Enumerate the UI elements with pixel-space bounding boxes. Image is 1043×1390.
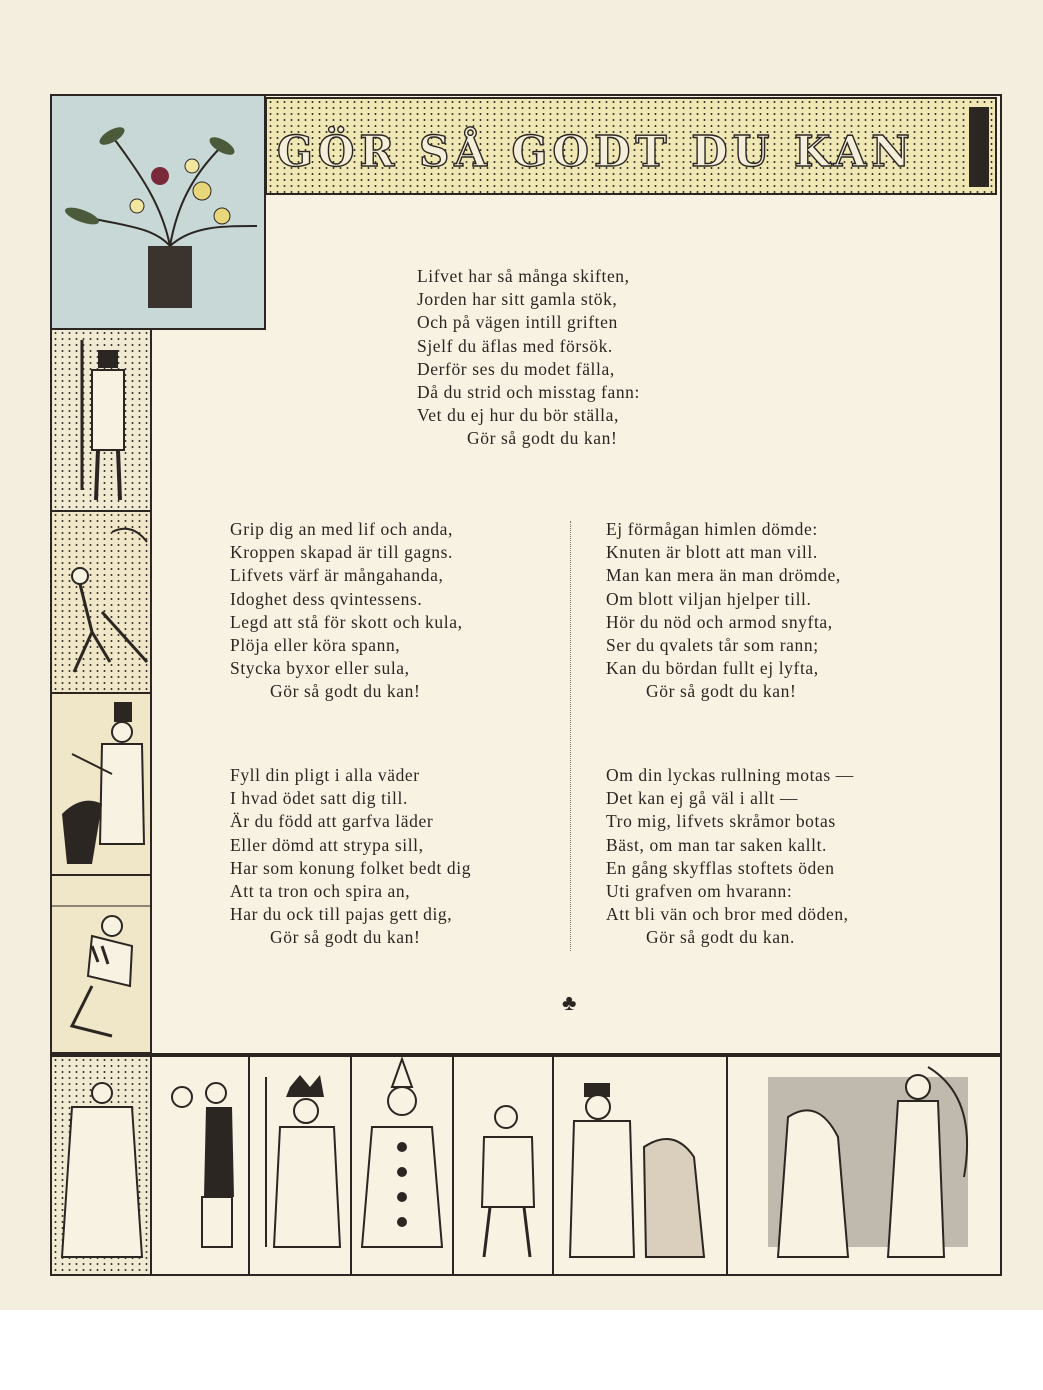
verse-line: Lifvets värf är mångahanda, bbox=[230, 565, 444, 586]
flower-vase-illustration bbox=[50, 94, 266, 330]
refrain-line: Gör så godt du kan! bbox=[270, 681, 421, 702]
verse-line: Om din lyckas rullning motas — bbox=[606, 765, 854, 785]
stanza-left-bottom bbox=[230, 764, 471, 950]
verse-line: Tro mig, lifvets skråmor botas bbox=[606, 811, 836, 832]
stanza-first bbox=[417, 265, 640, 451]
column-divider bbox=[570, 521, 571, 951]
verse-line: En gång skyfflas stoftets öden bbox=[606, 857, 835, 878]
refrain-line: Gör så godt du kan! bbox=[270, 927, 421, 948]
verse-line: Kan du bördan fullt ej lyfta, bbox=[606, 658, 819, 679]
tailor-illustration bbox=[150, 1055, 250, 1276]
club-ornament-icon: ♣ bbox=[562, 990, 577, 1015]
verse-line: Ser du qvalets tår som rann; bbox=[606, 635, 819, 656]
tanner-illustration bbox=[50, 1055, 152, 1276]
verse-line: Då du strid och misstag fann: bbox=[417, 382, 640, 403]
verse-line: Ej förmågan himlen dömde: bbox=[606, 519, 818, 539]
verse-line: Derför ses du modet fälla, bbox=[417, 358, 615, 379]
verse-line: Att bli vän och bror med döden, bbox=[606, 904, 849, 925]
verse-line: I hvad ödet satt dig till. bbox=[230, 788, 408, 809]
soldier-illustration bbox=[50, 328, 152, 512]
verse-line: Fyll din pligt i alla väder bbox=[230, 765, 420, 785]
stanza-right-top bbox=[606, 518, 841, 704]
fishmonger-illustration bbox=[452, 1055, 554, 1276]
verse-line: Är du född att garfva läder bbox=[230, 811, 434, 832]
bottom-vignette-row bbox=[50, 1053, 1002, 1276]
coachman-illustration bbox=[50, 692, 152, 876]
verse-line: Och på vägen intill griften bbox=[417, 312, 618, 333]
refrain-line: Gör så godt du kan! bbox=[646, 681, 797, 702]
verse-line: Grip dig an med lif och anda, bbox=[230, 519, 453, 539]
verse-line: Har som konung folket bedt dig bbox=[230, 857, 472, 878]
banner-end-bar bbox=[969, 107, 989, 187]
ploughman-illustration bbox=[50, 510, 152, 694]
verse-line: Vet du ej hur du bör ställa, bbox=[417, 405, 619, 426]
clown-illustration bbox=[350, 1055, 454, 1276]
king-illustration bbox=[248, 1055, 352, 1276]
verse-line: Lifvet har så många skiften, bbox=[417, 266, 630, 286]
verse-line: Plöja eller köra spann, bbox=[230, 635, 401, 656]
verse-line: Idoghet dess qvintessens. bbox=[230, 588, 423, 609]
refrain-line: Gör så godt du kan! bbox=[467, 428, 618, 449]
title-banner bbox=[265, 97, 997, 195]
verse-line: Jorden har sitt gamla stök, bbox=[417, 289, 618, 310]
verse-line: Man kan mera än man drömde, bbox=[606, 565, 841, 586]
verse-line: Eller dömd att strypa sill, bbox=[230, 834, 424, 855]
verse-line: Om blott viljan hjelper till. bbox=[606, 588, 812, 609]
verse-line: Bäst, om man tar saken kallt. bbox=[606, 834, 828, 855]
page-title: GÖR SÅ GODT DU KAN bbox=[277, 127, 915, 176]
verse-line: Uti grafven om hvarann: bbox=[606, 881, 793, 902]
verse-line: Har du ock till pajas gett dig, bbox=[230, 904, 453, 925]
death-illustration bbox=[726, 1055, 1002, 1276]
refrain-line: Gör så godt du kan. bbox=[646, 927, 795, 948]
verse-line: Att ta tron och spira an, bbox=[230, 881, 411, 902]
stanza-left-top bbox=[230, 518, 463, 704]
verse-line: Hör du nöd och armod snyfta, bbox=[606, 611, 833, 632]
verse-line: Sjelf du äflas med försök. bbox=[417, 335, 613, 356]
verse-line: Kroppen skapad är till gagns. bbox=[230, 542, 453, 563]
verse-line: Legd att stå för skott och kula, bbox=[230, 611, 463, 632]
verse-line: Stycka byxor eller sula, bbox=[230, 658, 410, 679]
verse-line: Knuten är blott att man vill. bbox=[606, 542, 818, 563]
gentleman-illustration bbox=[552, 1055, 728, 1276]
verse-line: Det kan ej gå väl i allt — bbox=[606, 788, 799, 809]
stanza-right-bottom bbox=[606, 764, 854, 950]
sleeping-man-illustration bbox=[50, 874, 152, 1054]
